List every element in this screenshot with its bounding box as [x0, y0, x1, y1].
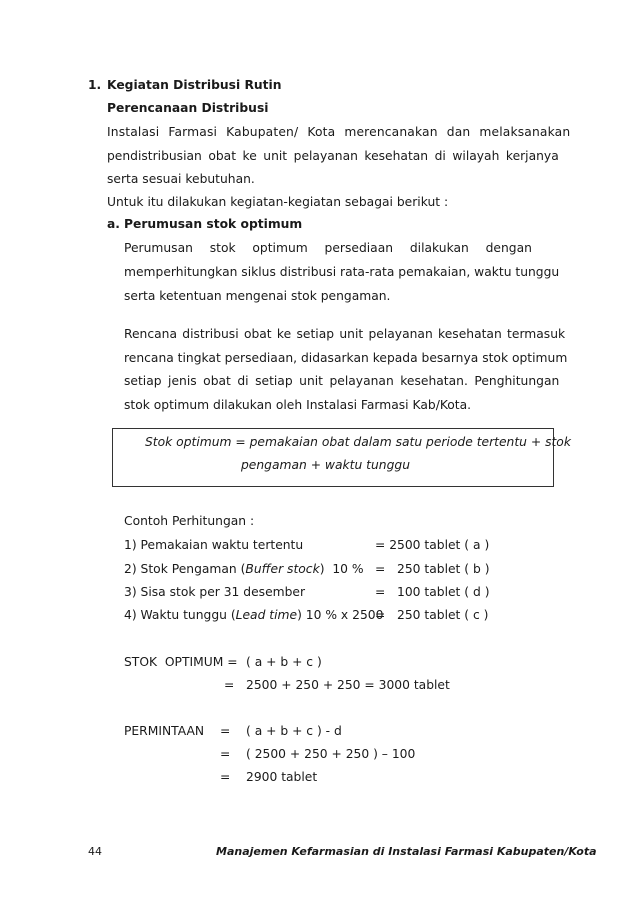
formula-box — [112, 428, 571, 487]
permintaan-line-1: ( a + b + c ) - d — [246, 724, 342, 738]
permintaan-line-2: ( 2500 + 250 + 250 ) – 100 — [246, 747, 416, 761]
section-title: Kegiatan Distribusi Rutin — [107, 78, 282, 92]
subsection-label: a. — [107, 217, 120, 231]
item-text-post: ) — [319, 562, 325, 576]
item-text: Stok Pengaman ( — [140, 562, 246, 576]
word: dengan — [485, 241, 532, 255]
para1-line-2: memperhitungkan siklus distribusi rata-rata pemakaian, waktu tunggu — [124, 265, 560, 279]
item-pct: 10 % — [332, 562, 364, 576]
item-italic: Lead time — [235, 608, 298, 622]
para2-line-4: stok optimum dilakukan oleh Instalasi Farmasi Kab/Kota. — [124, 398, 472, 412]
formula-line-1: Stok optimum = pemakaian obat dalam satu periode tertentu + stok — [145, 435, 571, 449]
section-number: 1. — [88, 78, 102, 92]
example-item-3 — [124, 584, 305, 600]
word: optimum — [252, 241, 308, 255]
example-item-4-value: = 250 tablet ( c ) — [375, 608, 489, 622]
item-number: 3) — [124, 585, 137, 599]
permintaan-eq-1: = — [220, 724, 231, 738]
permintaan-line-3: 2900 tablet — [246, 770, 318, 784]
permintaan-label: PERMINTAAN — [124, 724, 205, 738]
intro-line-3: serta sesuai kebutuhan. — [107, 172, 255, 186]
subsection-title: Perumusan stok optimum — [124, 217, 303, 231]
example-item-4 — [124, 607, 383, 623]
para2-line-1: Rencana distribusi obat ke setiap unit pelayanan kesehatan termasuk — [124, 327, 566, 341]
footer-title: Manajemen Kefarmasian di Instalasi Farmasi Kabupaten/Kota — [216, 845, 597, 858]
stok-optimum-line-2: = 2500 + 250 + 250 = 3000 tablet — [224, 678, 450, 692]
stok-optimum-label: STOK OPTIMUM = — [124, 655, 238, 669]
example-title: Contoh Perhitungan : — [124, 514, 255, 528]
formula-line-2: pengaman + waktu tunggu — [241, 458, 410, 472]
para2-line-2: rencana tingkat persediaan, didasarkan kepada besarnya stok optimum — [124, 351, 568, 365]
word: Perumusan — [124, 241, 193, 255]
example-item-1-value: = 2500 tablet ( a ) — [375, 538, 490, 552]
item-number: 4) — [124, 608, 137, 622]
page-number: 44 — [88, 845, 102, 858]
intro-line-2: pendistribusian obat ke unit pelayanan kesehatan di wilayah kerjanya — [107, 149, 559, 163]
example-item-2 — [124, 561, 364, 577]
item-text: Pemakaian waktu tertentu — [140, 538, 304, 552]
intro-line-1: Instalasi Farmasi Kabupaten/ Kota merencanakan dan melaksanakan — [107, 125, 571, 139]
section-subtitle: Perencanaan Distribusi — [107, 101, 269, 115]
permintaan-eq-3: = — [220, 770, 231, 784]
item-text: Sisa stok per 31 desember — [140, 585, 306, 599]
para1-line-3: serta ketentuan mengenai stok pengaman. — [124, 289, 391, 303]
intro-line-4: Untuk itu dilakukan kegiatan-kegiatan sebagai berikut : — [107, 195, 449, 209]
item-number: 1) — [124, 538, 137, 552]
item-italic: Buffer stock — [245, 562, 320, 576]
item-text-post: ) 10 % x 2500 — [297, 608, 384, 622]
word: stok — [209, 241, 236, 255]
item-text: Waktu tunggu ( — [140, 608, 236, 622]
word: dilakukan — [409, 241, 469, 255]
example-item-1 — [124, 537, 303, 553]
para2-line-3: setiap jenis obat di setiap unit pelayanan kesehatan. Penghitungan — [124, 374, 560, 388]
item-number: 2) — [124, 562, 137, 576]
word: persediaan — [324, 241, 394, 255]
permintaan-eq-2: = — [220, 747, 231, 761]
stok-optimum-line-1: ( a + b + c ) — [246, 655, 322, 669]
example-item-3-value: = 100 tablet ( d ) — [375, 585, 490, 599]
example-item-2-value: = 250 tablet ( b ) — [375, 562, 490, 576]
para1-line-1 — [124, 240, 532, 256]
